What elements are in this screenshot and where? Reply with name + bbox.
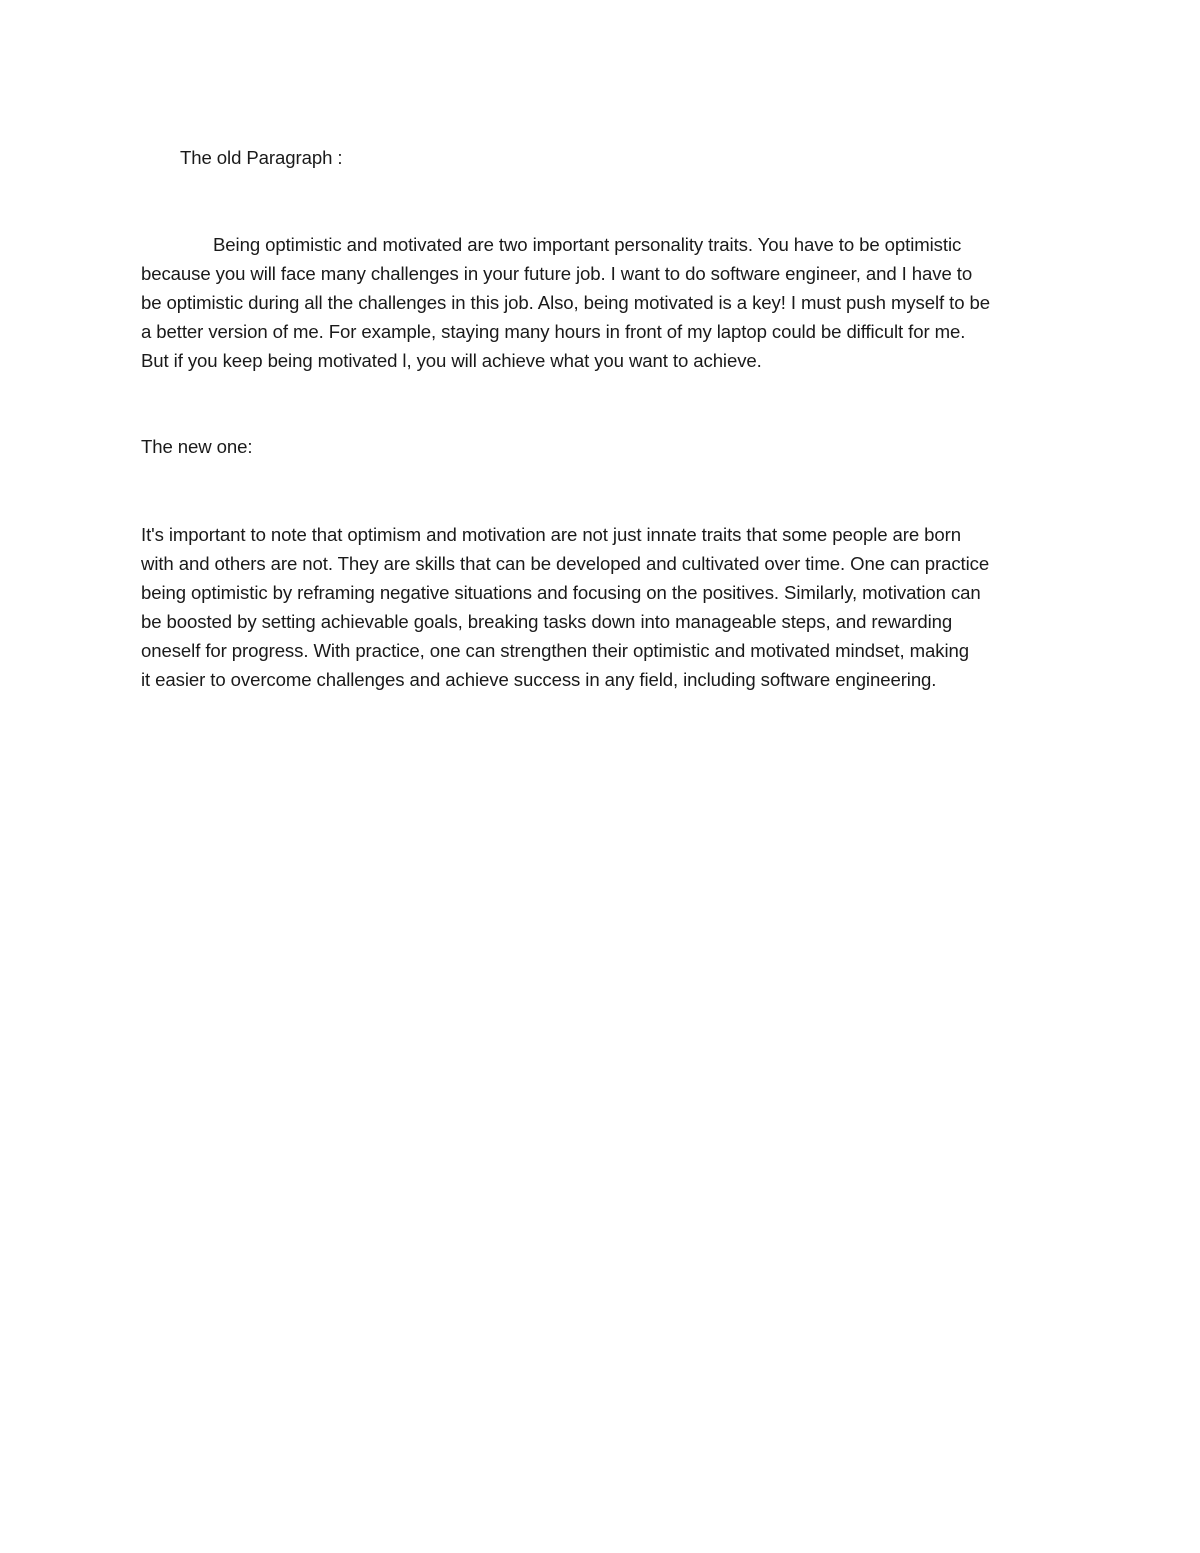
new-paragraph-line: It's important to note that optimism and motivation are not just innate traits that some people are born — [141, 524, 961, 545]
new-paragraph-heading: The new one: — [141, 436, 253, 457]
old-paragraph-heading: The old Paragraph : — [180, 147, 343, 168]
new-paragraph-line: be boosted by setting achievable goals, breaking tasks down into manageable steps, and rewarding — [141, 611, 953, 632]
old-paragraph-line: But if you keep being motivated l, you will achieve what you want to achieve. — [141, 350, 762, 371]
new-paragraph-line: being optimistic by reframing negative situations and focusing on the positives. Similarly, motivation can — [141, 582, 981, 603]
old-paragraph-line: because you will face many challenges in your future job. I want to do software engineer, and I have to — [141, 263, 973, 284]
new-paragraph-line: oneself for progress. With practice, one can strengthen their optimistic and motivated mindset, making — [141, 640, 969, 661]
new-paragraph — [141, 520, 1081, 694]
old-paragraph-line: be optimistic during all the challenges in this job. Also, being motivated is a key! I must push myself to be — [141, 292, 990, 313]
old-paragraph-line: a better version of me. For example, staying many hours in front of my laptop could be difficult for me. — [141, 321, 966, 342]
new-paragraph-line: with and others are not. They are skills that can be developed and cultivated over time. One can practice — [141, 553, 990, 574]
new-paragraph-line: it easier to overcome challenges and achieve success in any field, including software engineering. — [141, 669, 937, 690]
old-paragraph-line: Being optimistic and motivated are two important personality traits. You have to be optimistic — [213, 234, 962, 255]
old-paragraph — [141, 230, 1081, 375]
